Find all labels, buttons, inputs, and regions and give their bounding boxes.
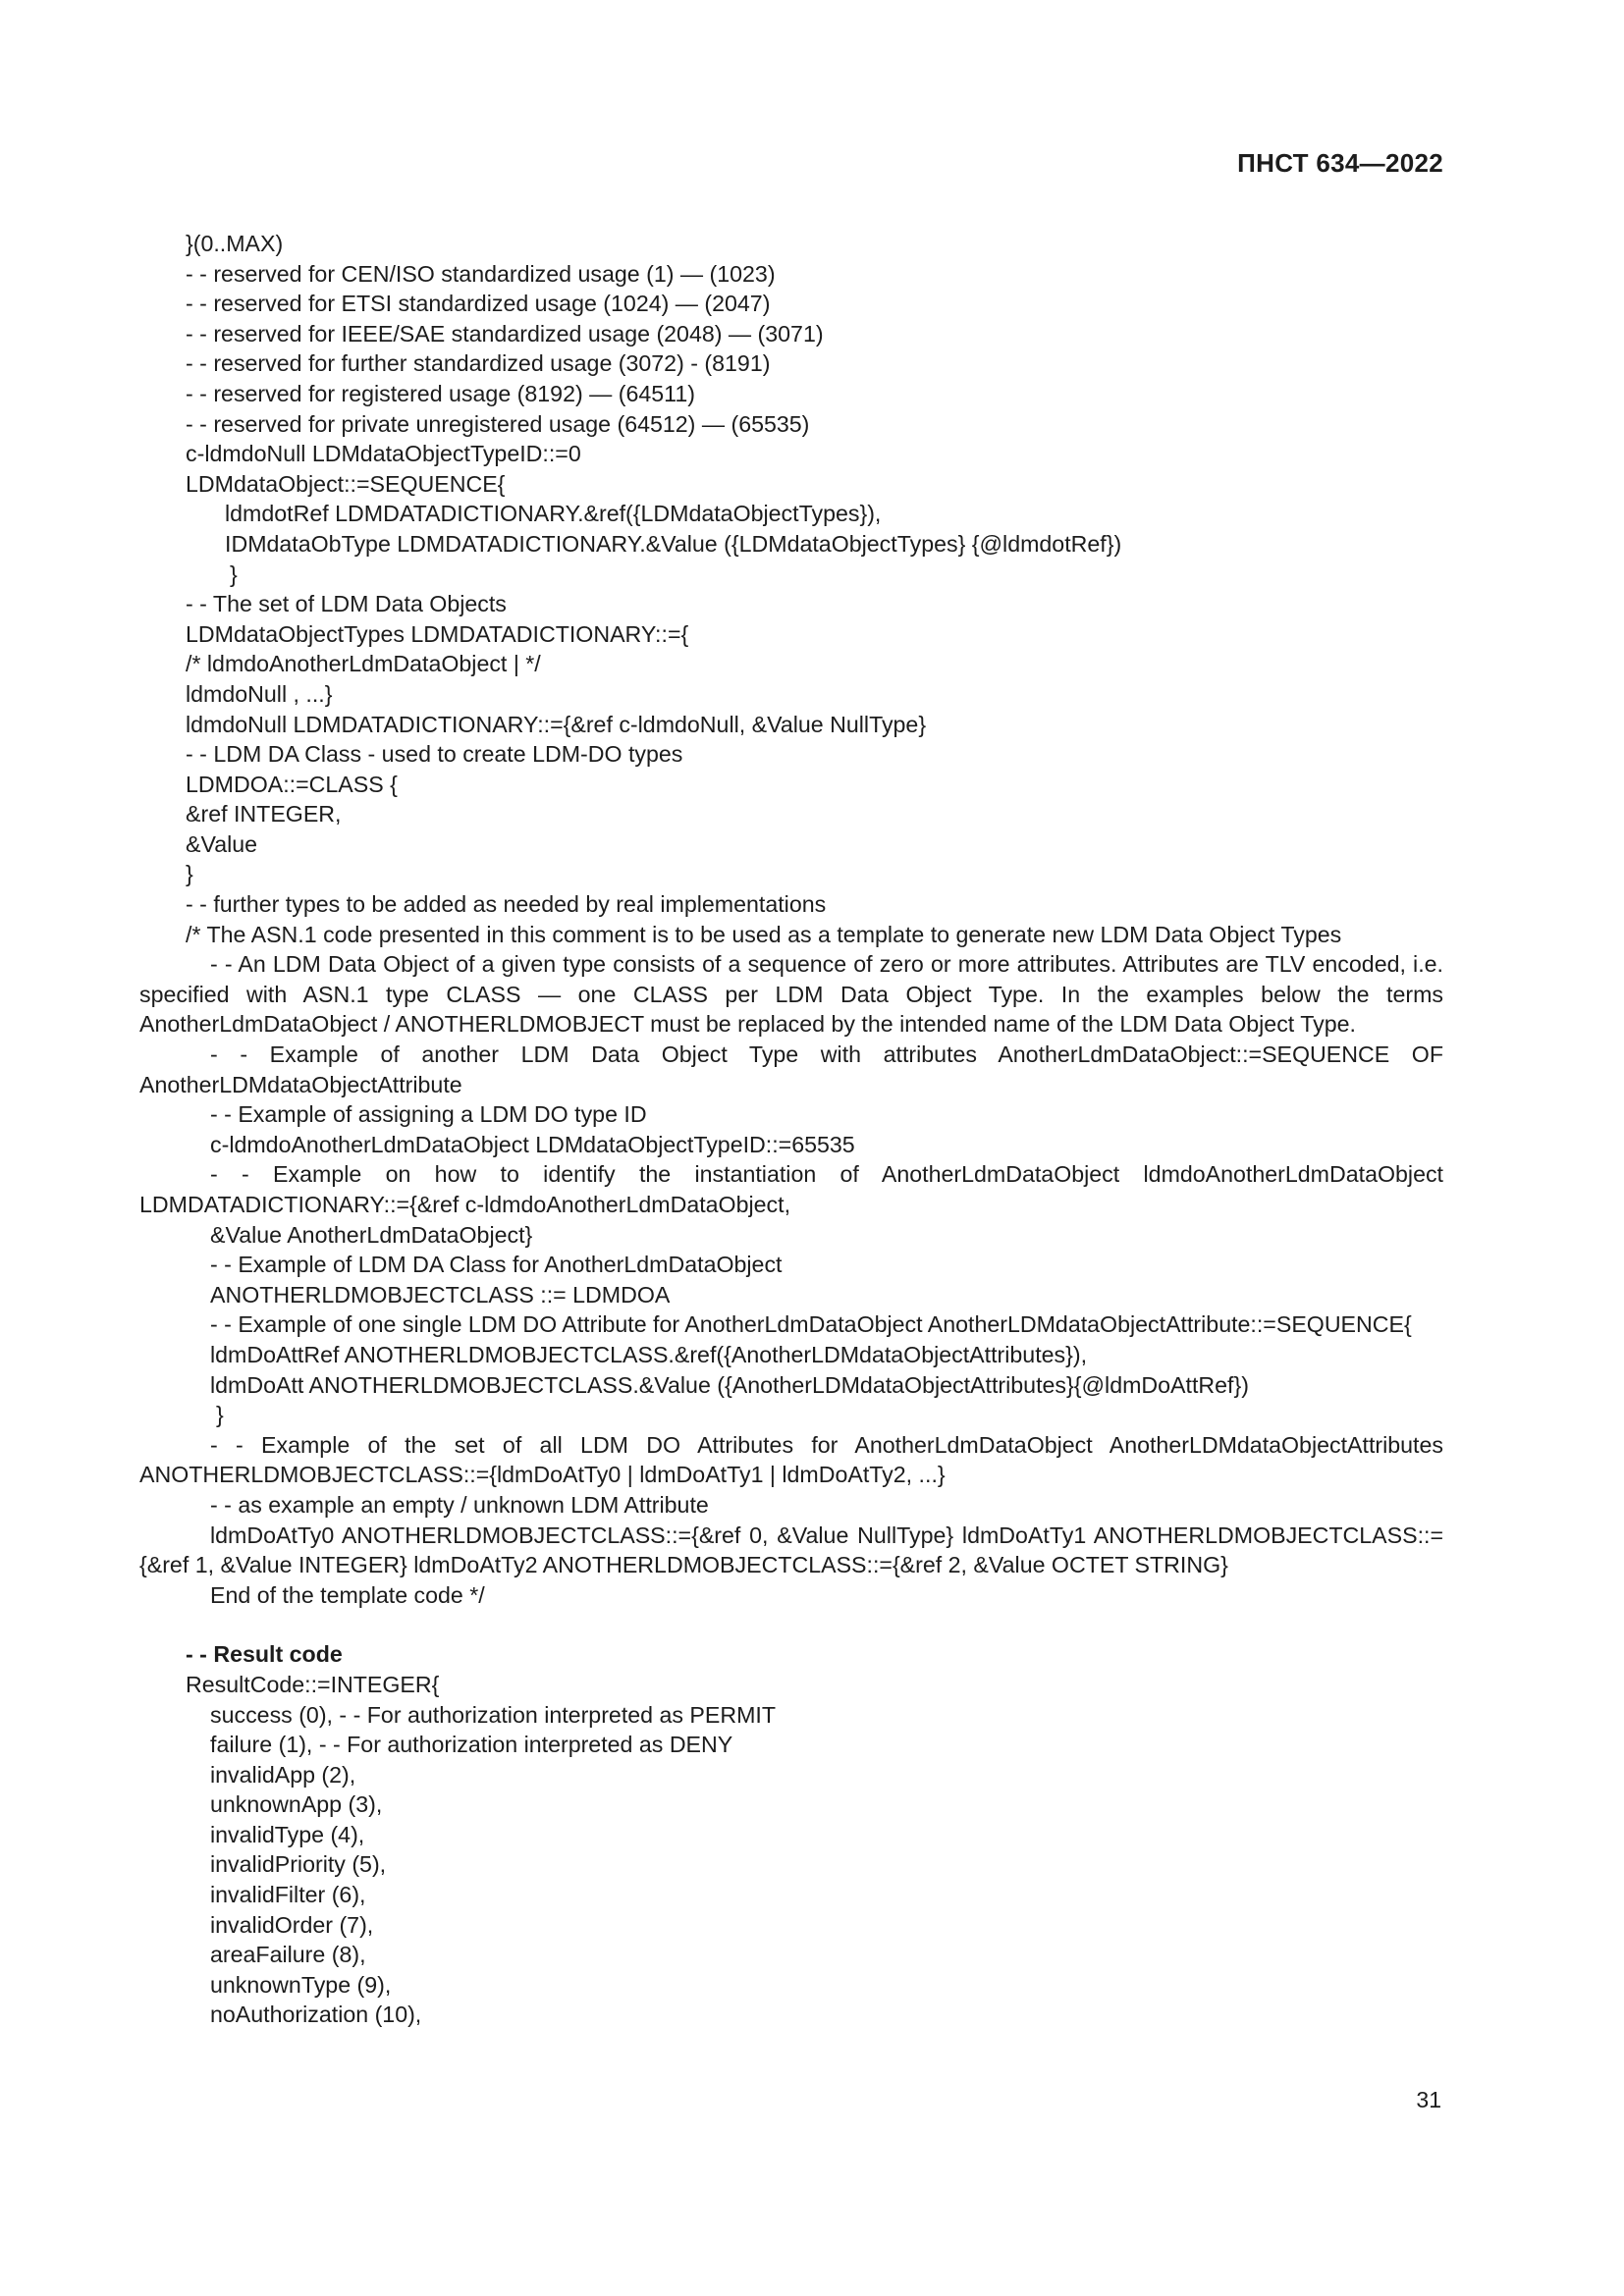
code-line: LDMdataObjectTypes LDMDATADICTIONARY::={ [186,620,689,647]
code-comment-line: - - reserved for ETSI standardized usage (1024) — (2047) [186,291,771,317]
code-line: &Value [186,830,258,857]
code-line: } [186,861,193,887]
enum-item: invalidFilter (6), [210,1882,366,1908]
code-comment-line: - - reserved for registered usage (8192) — (64511) [186,380,695,406]
code-line: } [230,561,238,587]
code-line: ldmdotRef LDMDATADICTIONARY.&ref({LDMdataObjectTypes}), [225,501,882,527]
enum-item: success (0), - - For authorization interpreted as PERMIT [210,1701,777,1728]
code-listing [139,229,1443,2030]
code-line: }(0..MAX) [186,231,284,256]
template-paragraph: - - Example of the set of all LDM DO Attributes for AnotherLdmDataObject AnotherLDMdataObjectAttributes ANOTHERLDMOBJECTCLASS::={ldmDoAtTy0 | ldmDoAtTy1 | ldmDoAtTy2, ...} [139,1431,1443,1488]
code-comment-line: - - The set of LDM Data Objects [186,591,507,617]
enum-item: invalidPriority (5), [210,1851,387,1878]
code-line: ldmDoAttRef ANOTHERLDMOBJECTCLASS.&ref({AnotherLDMdataObjectAttributes}), [210,1341,1088,1367]
code-comment-line: - - Example of LDM DA Class for AnotherLdmDataObject [210,1252,783,1278]
code-line: } [216,1402,224,1428]
template-paragraph: ldmDoAtTy0 ANOTHERLDMOBJECTCLASS::={&ref 0, &Value NullType} ldmDoAtTy1 ANOTHERLDMOBJECTCLASS::={&ref 1, &Value INTEGER} ldmDoAtTy2 ANOTHERLDMOBJECTCLASS::={&ref 2, &Value OCTET STRING} [139,1522,1443,1578]
enum-item: unknownApp (3), [210,1791,383,1818]
code-line: c-ldmdoAnotherLdmDataObject LDMdataObjectTypeID::=65535 [210,1131,855,1157]
code-comment-line: - - reserved for IEEE/SAE standardized usage (2048) — (3071) [186,320,824,347]
enum-item: failure (1), - - For authorization interpreted as DENY [210,1732,733,1758]
code-comment-line: - - LDM DA Class - used to create LDM-DO types [186,741,683,768]
code-comment-line: - - reserved for further standardized usage (3072) - (8191) [186,350,771,377]
code-comment-line: - - as example an empty / unknown LDM Attribute [210,1491,709,1518]
code-line: &ref INTEGER, [186,801,342,828]
code-line: /* ldmdoAnotherLdmDataObject | */ [186,651,541,677]
enum-item: noAuthorization (10), [210,2002,422,2028]
template-paragraph: - - Example of another LDM Data Object Type with attributes AnotherLdmDataObject::=SEQUENCE OF AnotherLDMdataObjectAttribute [139,1041,1443,1097]
code-line: ldmdoNull , ...} [186,680,333,707]
enum-item: invalidType (4), [210,1821,365,1847]
template-paragraph: - - An LDM Data Object of a given type consists of a sequence of zero or more attributes. Attributes are TLV encoded, i.e. specified with ASN.1 type CLASS — one CLASS per LDM Data Object Type. In the examples below the terms AnotherLdmDataObject / ANOTHERLDMOBJECT must be replaced by the intended name of the LDM Data Object Type. [139,951,1443,1038]
code-line: LDMDOA::=CLASS { [186,771,398,797]
section-heading: - - Result code [186,1641,343,1668]
page-number: 31 [1416,2087,1441,2112]
enum-item: unknownType (9), [210,1971,392,1998]
code-line: IDMdataObType LDMDATADICTIONARY.&Value ({LDMdataObjectTypes} {@ldmdotRef}) [225,530,1122,557]
template-paragraph: - - Example on how to identify the instantiation of AnotherLdmDataObject ldmdoAnotherLdmDataObject LDMDATADICTIONARY::={&ref c-ldmdoAnotherLdmDataObject, [139,1161,1443,1217]
code-comment-line: - - further types to be added as needed by real implementations [186,891,827,918]
code-line: ldmdoNull LDMDATADICTIONARY::={&ref c-ldmdoNull, &Value NullType} [186,711,927,737]
code-line: ANOTHERLDMOBJECTCLASS ::= LDMDOA [210,1281,671,1308]
spacer [139,1610,1443,1639]
code-comment-line: /* The ASN.1 code presented in this comment is to be used as a template to generate new LDM Data Object Types [186,921,1342,947]
enum-item: invalidApp (2), [210,1761,356,1788]
code-line: ResultCode::=INTEGER{ [186,1671,440,1697]
code-line: ldmDoAtt ANOTHERLDMOBJECTCLASS.&Value ({AnotherLDMdataObjectAttributes}{@ldmDoAttRef}) [210,1371,1249,1398]
code-line: LDMdataObject::=SEQUENCE{ [186,470,506,497]
code-comment-line: End of the template code */ [210,1581,485,1608]
code-line: c-ldmdoNull LDMdataObjectTypeID::=0 [186,441,581,467]
template-paragraph: - - Example of one single LDM DO Attribute for AnotherLdmDataObject AnotherLDMdataObjectAttribute::=SEQUENCE{ [210,1311,1412,1338]
document-designation: ПНСТ 634—2022 [1237,148,1443,178]
enum-item: invalidOrder (7), [210,1911,374,1938]
code-comment-line: - - Example of assigning a LDM DO type ID [210,1101,647,1128]
code-comment-line: - - reserved for CEN/ISO standardized usage (1) — (1023) [186,260,776,287]
code-comment-line: - - reserved for private unregistered usage (64512) — (65535) [186,410,810,437]
enum-item: areaFailure (8), [210,1942,366,1968]
code-line: &Value AnotherLdmDataObject} [210,1221,533,1248]
